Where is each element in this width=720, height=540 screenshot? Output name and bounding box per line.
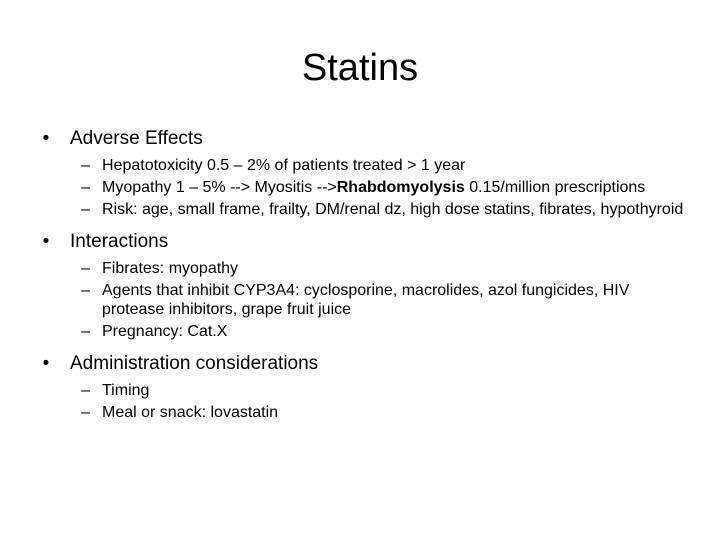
dash-bullet-icon: –	[81, 157, 90, 174]
bullet-icon: •	[42, 231, 50, 252]
dash-bullet-icon: –	[81, 201, 90, 218]
dash-bullet-icon: –	[81, 404, 90, 421]
sub-bullet-item	[81, 381, 686, 400]
section-heading: Administration considerations	[70, 353, 319, 374]
sub-bullet-text: Fibrates: myopathy	[102, 260, 239, 277]
section-administration-considerations	[36, 351, 686, 422]
slide-title: Statins	[301, 47, 419, 89]
slide-content	[36, 126, 686, 432]
section-heading: Adverse Effects	[70, 128, 203, 149]
sub-bullet-item	[81, 403, 686, 422]
bullet-icon: •	[42, 353, 50, 374]
sub-bullet-bold-term: Rhabdomyolysis	[336, 179, 465, 196]
sub-bullet-list	[70, 381, 686, 422]
sub-bullet-text: Meal or snack: lovastatin	[102, 404, 279, 421]
sub-bullet-text: Hepatotoxicity 0.5 – 2% of patients treated > 1 year	[102, 157, 466, 174]
sub-bullet-item	[81, 156, 686, 175]
sub-bullet-text: Risk: age, small frame, frailty, DM/renal dz, high dose statins, fibrates, hypothyroid	[102, 201, 684, 218]
section-adverse-effects	[36, 126, 686, 219]
dash-bullet-icon: –	[81, 260, 90, 277]
sub-bullet-text: Agents that inhibit CYP3A4: cyclosporine, macrolides, azol fungicides, HIV protease inhibitors, grape fruit juice	[102, 282, 630, 318]
dash-bullet-icon: –	[81, 382, 90, 399]
sub-bullet-text-prefix: Myopathy 1 – 5% --> Myositis -->	[102, 179, 337, 196]
sub-bullet-text-suffix: 0.15/million prescriptions	[464, 179, 646, 196]
sub-bullet-list	[70, 259, 686, 341]
dash-bullet-icon: –	[81, 179, 90, 196]
sub-bullet-item	[81, 259, 686, 278]
sub-bullet-item	[81, 178, 686, 197]
sub-bullet-list	[70, 156, 686, 219]
section-interactions	[36, 229, 686, 341]
bullet-icon: •	[42, 128, 50, 149]
sub-bullet-item	[81, 322, 686, 341]
sub-bullet-text: Pregnancy: Cat.X	[102, 323, 228, 340]
section-heading: Interactions	[70, 231, 169, 252]
sub-bullet-item	[81, 200, 686, 219]
dash-bullet-icon: –	[81, 323, 90, 340]
dash-bullet-icon: –	[81, 282, 90, 299]
bullet-list	[36, 126, 686, 422]
sub-bullet-text: Timing	[102, 382, 150, 399]
sub-bullet-item	[81, 281, 686, 319]
